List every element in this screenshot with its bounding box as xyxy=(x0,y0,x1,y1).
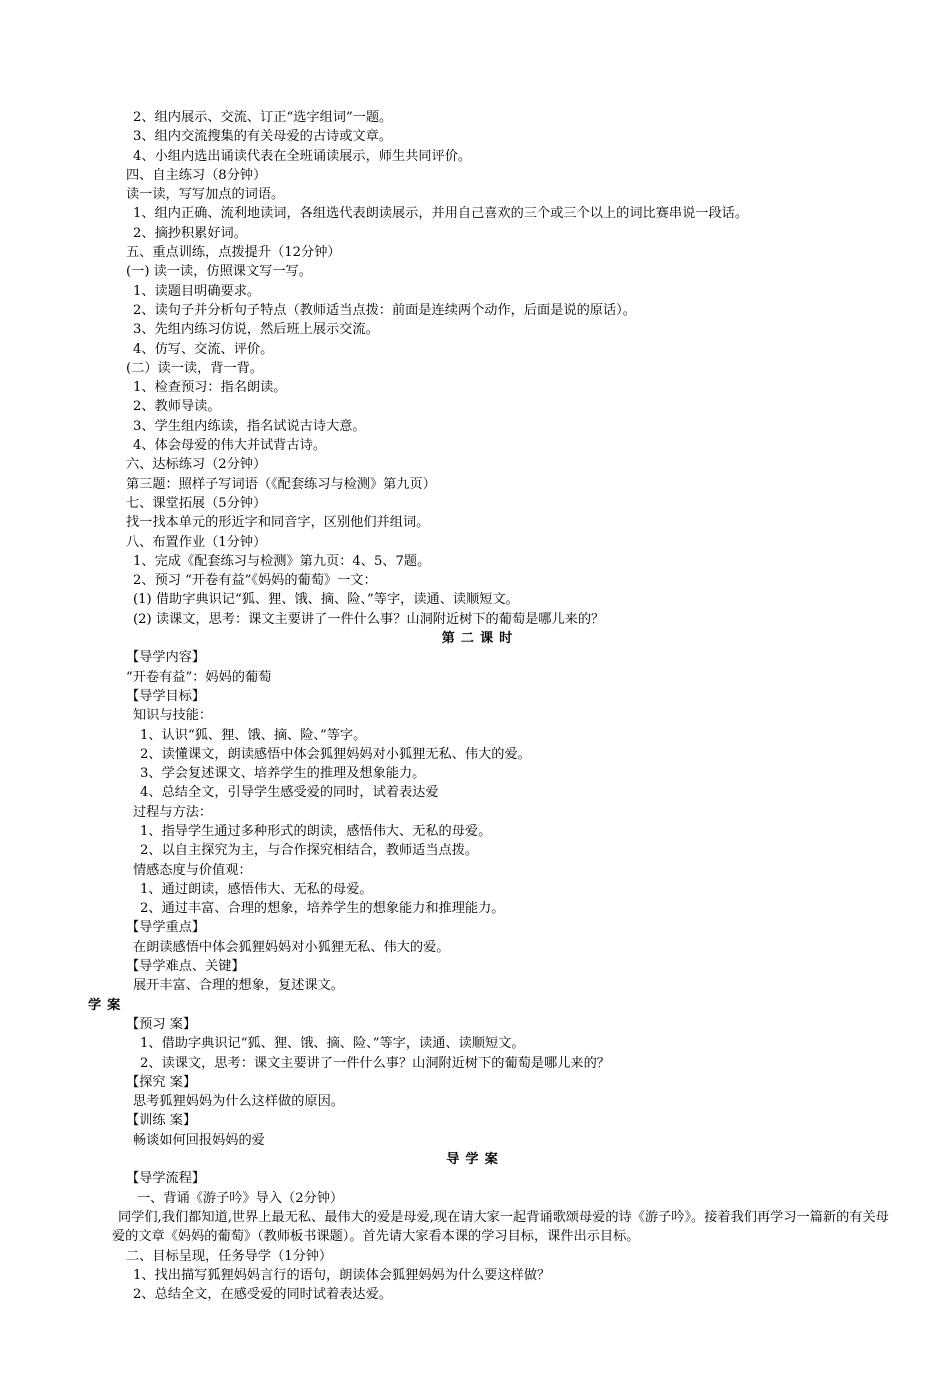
text-line: 【导学目标】 xyxy=(126,688,206,704)
text-line: 六、达标练习（2分钟） xyxy=(126,457,267,473)
text-line: 3、学会复述课文、培养学生的推理及想象能力。 xyxy=(140,766,426,782)
text-line: 2、通过丰富、合理的想象，培养学生的想象能力和推理能力。 xyxy=(140,901,505,917)
text-line: 在朗读感悟中体会狐狸妈妈对小狐狸无私、伟大的爱。 xyxy=(133,939,450,955)
text-line: (二）读一读，背一背。 xyxy=(126,360,264,376)
text-line: 五、重点训练，点拨提升（12分钟） xyxy=(126,245,341,261)
text-line: 4、小组内选出诵读代表在全班诵读展示，师生共同评价。 xyxy=(133,148,472,164)
text-line: 【导学内容】 xyxy=(126,650,206,666)
text-line: 二、目标呈现，任务导学（1分钟） xyxy=(126,1248,333,1264)
text-line: 导学案 xyxy=(446,1152,504,1168)
text-line: 2、组内展示、交流、订正“选字组词”一题。 xyxy=(133,110,393,125)
text-line: “开卷有益”：妈妈的葡萄 xyxy=(126,669,272,685)
text-line: 1、认识“狐、狸、饿、摘、险、”等字。 xyxy=(140,727,367,743)
text-line: 知识与技能： xyxy=(133,708,213,724)
text-line: 3、先组内练习仿说，然后班上展示交流。 xyxy=(133,322,379,338)
text-line: 4、总结全文，引导学生感受爱的同时，试着表达爱 xyxy=(140,785,439,801)
text-line: 3、组内交流搜集的有关母爱的古诗或文章。 xyxy=(133,129,392,145)
document-tail xyxy=(0,1247,950,1305)
text-line: 2、读懂课文，朗读感悟中体会狐狸妈妈对小狐狸无私、伟大的爱。 xyxy=(140,746,531,762)
text-line: 2、以自主探究为主，与合作探究相结合，教师适当点拨。 xyxy=(140,843,479,859)
text-line: 找一找本单元的形近字和同音字，区别他们并组词。 xyxy=(126,515,430,531)
text-line: 情感态度与价值观： xyxy=(133,862,252,878)
text-line: 2、读句子并分析句子特点（教师适当点拨：前面是连续两个动作，后面是说的原话）。 xyxy=(133,302,636,318)
text-line: 【训练 案】 xyxy=(126,1113,197,1129)
text-line: 1、借助字典识记“狐、狸、饿、摘、险、”等字，读通、读顺短文。 xyxy=(140,1036,525,1052)
text-line: (一) 读一读，仿照课文写一写。 xyxy=(126,264,312,280)
text-line: 学案 xyxy=(88,997,127,1013)
text-line: 【导学难点、关键】 xyxy=(126,959,245,975)
text-line: 畅谈如何回报妈妈的爱 xyxy=(133,1132,265,1148)
text-line: 读一读，写写加点的词语。 xyxy=(126,187,285,203)
text-line: 【导学流程】 xyxy=(126,1171,206,1187)
text-line: 4、仿写、交流、评价。 xyxy=(133,341,274,357)
text-line: 第三题：照样子写词语（《配套练习与检测》第九页） xyxy=(126,476,436,492)
document-body xyxy=(0,108,950,1208)
text-line: 1、检查预习：指名朗读。 xyxy=(133,380,287,396)
text-line: 思考狐狸妈妈为什么这样做的原因。 xyxy=(133,1094,344,1110)
text-line: (2) 读课文，思考：课文主要讲了一件什么事？山洞附近树下的葡萄是哪儿来的？ xyxy=(133,611,605,627)
text-line: 展开丰富、合理的想象，复述课文。 xyxy=(133,978,344,994)
text-line: 【探究 案】 xyxy=(126,1074,197,1090)
text-line: 【预习 案】 xyxy=(126,1016,197,1032)
text-line: 1、指导学生通过多种形式的朗读，感悟伟大、无私的母爱。 xyxy=(140,823,492,839)
text-line: 【导学重点】 xyxy=(126,920,206,936)
text-line: 一、背诵《游子吟》导入（2分钟） xyxy=(137,1190,344,1206)
intro-paragraph: 同学们,我们都知道,世界上最无私、最伟大的爱是母爱,现在请大家一起背诵歌颂母爱的诗《游子吟》。接着我们再学习一篇新的有关母爱的文章《妈妈的葡萄》（教师板书课题）。首先请大家看本课的学习目标，课件出示目标。 xyxy=(112,1209,889,1245)
text-line: 八、布置作业（1分钟） xyxy=(126,534,267,550)
text-line: 七、课堂拓展（5分钟） xyxy=(126,495,267,511)
text-line: 四、自主练习（8分钟） xyxy=(126,167,267,183)
text-line: 2、总结全文，在感受爱的同时试着表达爱。 xyxy=(133,1287,392,1303)
text-line: (1) 借助字典识记“狐、狸、饿、摘、险、”等字，读通、读顺短文。 xyxy=(133,592,519,608)
text-line: 2、读课文，思考：课文主要讲了一件什么事？山洞附近树下的葡萄是哪儿来的？ xyxy=(140,1055,610,1071)
text-line: 3、学生组内练读，指名试说古诗大意。 xyxy=(133,418,366,434)
document-page xyxy=(0,108,950,1304)
text-line: 1、完成《配套练习与检测》第九页：4、5、7题。 xyxy=(133,553,431,569)
text-line: 过程与方法： xyxy=(133,804,213,820)
text-line: 2、教师导读。 xyxy=(133,399,221,415)
text-line: 1、找出描写狐狸妈妈言行的语句，朗读体会狐狸妈妈为什么要这样做？ xyxy=(133,1267,551,1283)
text-line: 4、体会母爱的伟大并试背古诗。 xyxy=(133,438,327,454)
text-line: 第二课时 xyxy=(441,631,519,647)
text-line: 2、预习 “开卷有益”《妈妈的葡萄》一文： xyxy=(133,573,377,589)
text-line: 1、读题目明确要求。 xyxy=(133,283,261,299)
text-line: 1、组内正确、流利地读词，各组选代表朗读展示，并用自己喜欢的三个或三个以上的词比赛串说一段话。 xyxy=(133,206,749,222)
text-line: 1、通过朗读，感悟伟大、无私的母爱。 xyxy=(140,881,373,897)
text-line: 2、摘抄积累好词。 xyxy=(133,225,247,241)
